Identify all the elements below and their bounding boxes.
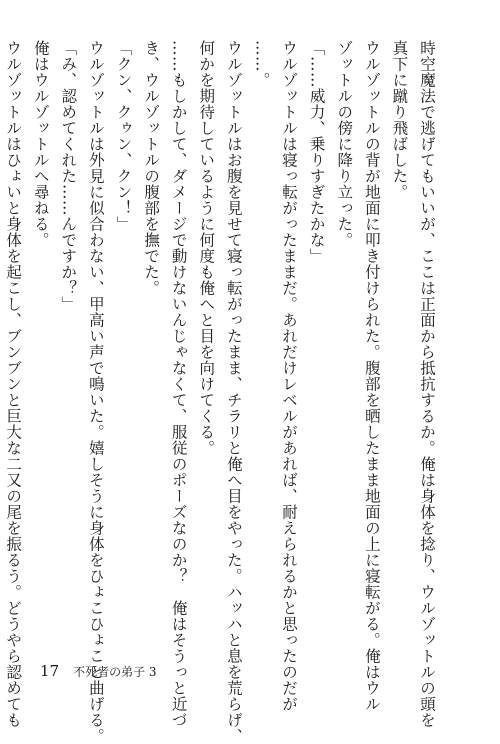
text-line: ウルゾットルは外見に似合わない、甲高い声で鳴いた。嬉しそうに身体をひょこひょこと曲げる。 <box>86 40 105 744</box>
page-number: 17 <box>40 662 60 680</box>
text-line: 「み、認めてくれた……んですか？」 <box>59 40 78 312</box>
text-line: ウルゾットルの背が地面に叩き付けられた。腹部を晒したまま地面の上に寝転がる。俺はウル <box>362 40 381 712</box>
text-line: 時空魔法で逃げてもいいが、ここは正面から抵抗するか。俺は身体を捻り、ウルゾットルの頭を <box>418 40 436 728</box>
text-line: ……。 <box>252 40 271 88</box>
text-line: ゾットルの傍に降り立った。 <box>335 40 354 248</box>
page-footer <box>40 662 157 680</box>
text-line: ……もしかして、ダメージで動けないんじゃなくて、服従のポーズなのか？ 俺はそうっと近づ <box>169 40 188 728</box>
text-line: ウルゾットルはお腹を見せて寝っ転がったまま、チラリと俺へ目をやった。ハッハと息を荒らげ、 <box>224 40 243 744</box>
text-line: 「クン、クゥン、クン！」 <box>114 40 133 232</box>
text-line: ウルゾットルは寝っ転がったままだ。あれだけレベルがあれば、耐えられるかと思ったのだが <box>280 40 299 712</box>
book-title: 不死者の弟子 3 <box>73 665 157 679</box>
text-line: 俺はウルゾットルへ尋ねる。 <box>31 40 50 248</box>
text-line: 何かを期待しているように何度も俺へと目を向けてくる。 <box>197 40 216 456</box>
text-line: ウルゾットルはひょいと身体を起こし、ブンブンと巨大な二又の尾を振るう。どうやら認めても <box>4 40 23 728</box>
text-line: き、ウルゾットルの腹部を撫でた。 <box>142 40 161 296</box>
text-line: 真下に蹴り飛ばした。 <box>390 40 409 200</box>
text-line: 「……威力、乗りすぎたかな」 <box>307 40 326 264</box>
